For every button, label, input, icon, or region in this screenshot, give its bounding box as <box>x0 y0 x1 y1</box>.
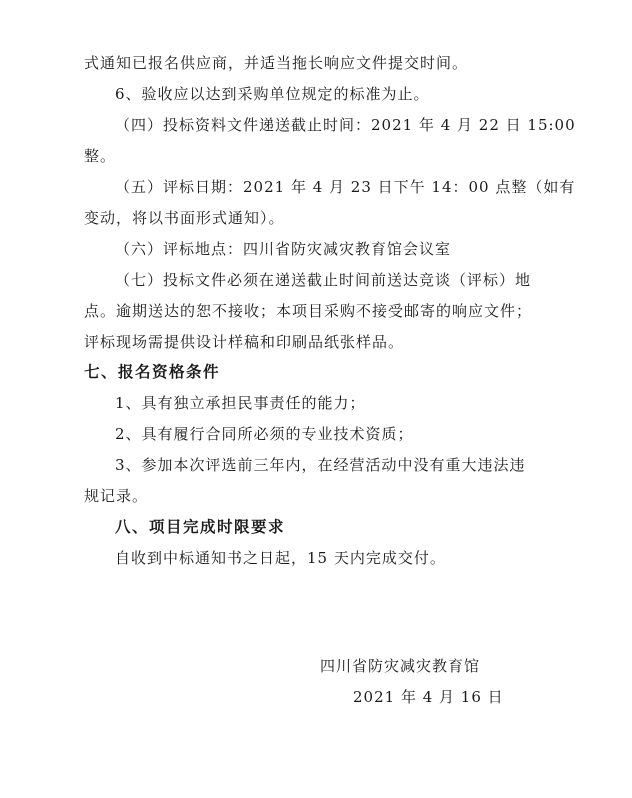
paragraph-line: 自收到中标通知书之日起，15 天内完成交付。 <box>115 549 446 567</box>
paragraph-line: （五）评标日期：2021 年 4 月 23 日下午 14：00 点整（如有 <box>115 178 576 196</box>
list-item: 1、具有独立承担民事责任的能力； <box>115 394 366 412</box>
list-item: 2、具有履行合同所必须的专业技术资质； <box>115 425 414 443</box>
section-heading: 七、报名资格条件 <box>84 363 221 381</box>
paragraph-line: 6、验收应以达到采购单位规定的标准为止。 <box>115 85 430 103</box>
paragraph-line: 变动，将以书面形式通知）。 <box>84 209 285 227</box>
paragraph-line: （四）投标资料文件递送截止时间：2021 年 4 月 22 日 15:00 <box>115 116 576 134</box>
paragraph-line: （六）评标地点：四川省防灾减灾教育馆会议室 <box>115 240 452 258</box>
list-item: 3、参加本次评选前三年内，在经营活动中没有重大违法违 <box>115 456 526 474</box>
paragraph-line: （七）投标文件必须在递送截止时间前送达竞谈（评标）地 <box>115 271 532 289</box>
signature-date: 2021 年 4 月 16 日 <box>353 688 504 706</box>
paragraph-line: 整。 <box>84 147 117 165</box>
paragraph-line: 点。逾期送达的恕不接收；本项目采购不接受邮寄的响应文件； <box>84 302 533 320</box>
paragraph-line: 评标现场需提供设计样稿和印刷品纸张样品。 <box>84 333 405 351</box>
paragraph-line: 式通知已报名供应商，并适当拖长响应文件提交时间。 <box>84 54 469 72</box>
list-item: 规记录。 <box>84 487 149 505</box>
signature-organization: 四川省防灾减灾教育馆 <box>320 657 481 675</box>
section-heading: 八、项目完成时限要求 <box>115 518 286 536</box>
